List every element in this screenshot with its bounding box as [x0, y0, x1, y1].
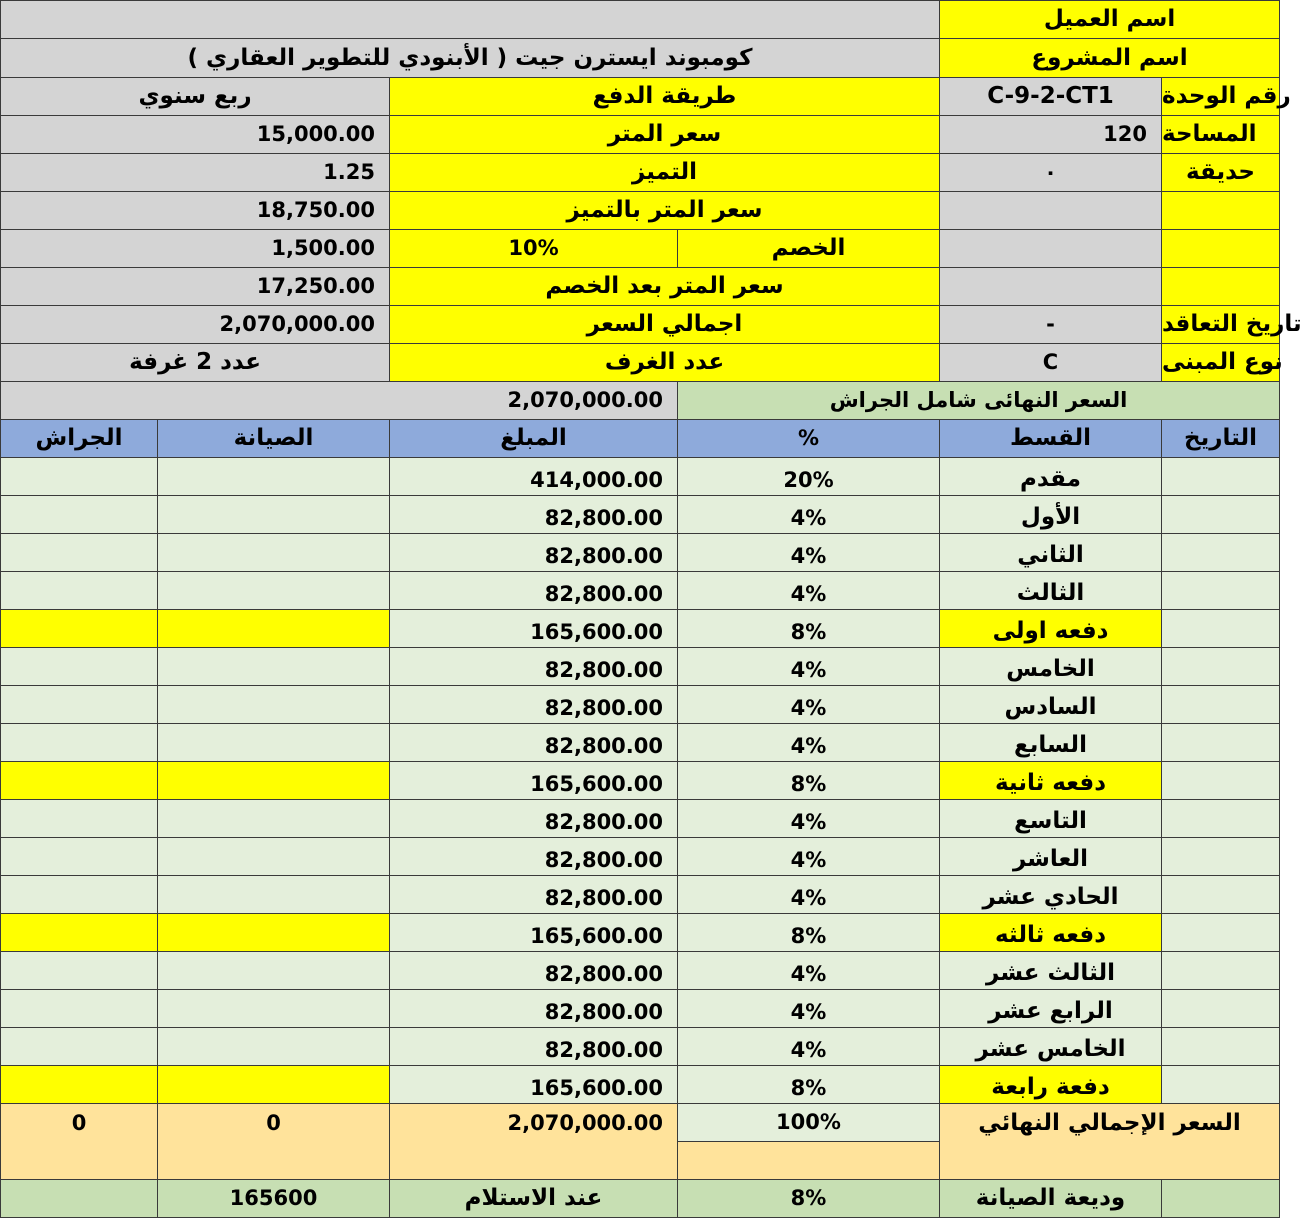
- row-amount: 82,800.00: [390, 724, 678, 762]
- row-amount: 82,800.00: [390, 496, 678, 534]
- deposit-when: عند الاستلام: [390, 1180, 678, 1218]
- empty-cell[interactable]: [940, 268, 1162, 306]
- row-installment-name: السادس: [940, 686, 1162, 724]
- row-amount: 82,800.00: [390, 952, 678, 990]
- client-name-value[interactable]: [0, 0, 940, 39]
- row-installment-name: الأول: [940, 496, 1162, 534]
- row-installment-name: الثالث عشر: [940, 952, 1162, 990]
- row-percent: 4%: [678, 572, 940, 610]
- row-date-cell[interactable]: [1162, 686, 1280, 724]
- row-installment-name: الرابع عشر: [940, 990, 1162, 1028]
- price-with-premium-label: سعر المتر بالتميز: [390, 192, 940, 230]
- row-maintenance-cell[interactable]: [158, 1028, 390, 1066]
- row-garage-cell[interactable]: [0, 572, 158, 610]
- row-date-cell[interactable]: [1162, 952, 1280, 990]
- row-date-cell[interactable]: [1162, 458, 1280, 496]
- row-amount: 165,600.00: [390, 1066, 678, 1104]
- row-percent: 8%: [678, 610, 940, 648]
- row-percent: 4%: [678, 876, 940, 914]
- row-percent: 4%: [678, 496, 940, 534]
- col-header-percent: %: [678, 420, 940, 458]
- row-percent: 20%: [678, 458, 940, 496]
- building-type-label: نوع المبنى: [1162, 344, 1280, 382]
- row-maintenance-cell[interactable]: [158, 686, 390, 724]
- row-amount: 165,600.00: [390, 762, 678, 800]
- empty-cell[interactable]: [1162, 230, 1280, 268]
- row-percent: 4%: [678, 724, 940, 762]
- price-with-premium-value: 18,750.00: [0, 192, 390, 230]
- premium-label: التميز: [390, 154, 940, 192]
- deposit-amount: 165600: [158, 1180, 390, 1218]
- total-amount: [390, 1104, 678, 1180]
- col-header-garage: الجراش: [0, 420, 158, 458]
- rooms-value: عدد 2 غرفة: [0, 344, 390, 382]
- row-percent: 4%: [678, 952, 940, 990]
- row-installment-name: دفعه ثانية: [940, 762, 1162, 800]
- row-maintenance-cell[interactable]: [158, 990, 390, 1028]
- row-date-cell[interactable]: [1162, 762, 1280, 800]
- row-amount: 82,800.00: [390, 686, 678, 724]
- row-installment-name: السابع: [940, 724, 1162, 762]
- row-percent: 4%: [678, 1028, 940, 1066]
- row-amount: 414,000.00: [390, 458, 678, 496]
- payment-method-value: ربع سنوي: [0, 78, 390, 116]
- row-maintenance-cell[interactable]: [158, 914, 390, 952]
- row-maintenance-cell[interactable]: [158, 496, 390, 534]
- row-amount: 82,800.00: [390, 534, 678, 572]
- row-installment-name: دفعه ثالثه: [940, 914, 1162, 952]
- area-label: المساحة: [1162, 116, 1280, 154]
- deposit-percent: 8%: [678, 1180, 940, 1218]
- row-garage-cell[interactable]: [0, 952, 158, 990]
- row-percent: 8%: [678, 914, 940, 952]
- row-date-cell[interactable]: [1162, 610, 1280, 648]
- area-value: 120: [940, 116, 1162, 154]
- row-garage-cell[interactable]: [0, 534, 158, 572]
- col-header-amount: المبلغ: [390, 420, 678, 458]
- total-garage-value: 0: [71, 1110, 87, 1135]
- final-price-label: السعر النهائى شامل الجراش: [678, 382, 1280, 420]
- project-name-value: كومبوند ايسترن جيت ( الأبنودي للتطوير العقاري ): [0, 39, 940, 78]
- row-amount: 165,600.00: [390, 914, 678, 952]
- row-amount: 82,800.00: [390, 800, 678, 838]
- row-installment-name: الخامس عشر: [940, 1028, 1162, 1066]
- row-maintenance-cell[interactable]: [158, 610, 390, 648]
- row-date-cell[interactable]: [1162, 572, 1280, 610]
- total-percent: 100%: [678, 1104, 940, 1142]
- premium-value: 1.25: [0, 154, 390, 192]
- row-installment-name: دفعه اولى: [940, 610, 1162, 648]
- row-date-cell[interactable]: [1162, 838, 1280, 876]
- total-price-value: 2,070,000.00: [0, 306, 390, 344]
- empty-cell[interactable]: [940, 192, 1162, 230]
- col-header-date: التاريخ: [1162, 420, 1280, 458]
- final-price-value: 2,070,000.00: [0, 382, 678, 420]
- row-amount: 82,800.00: [390, 990, 678, 1028]
- empty-cell[interactable]: [1162, 268, 1280, 306]
- row-percent: 4%: [678, 838, 940, 876]
- price-after-discount-value: 17,250.00: [0, 268, 390, 306]
- row-installment-name: الحادي عشر: [940, 876, 1162, 914]
- discount-label: الخصم: [678, 230, 940, 268]
- row-percent: 4%: [678, 534, 940, 572]
- discount-percent: 10%: [390, 230, 678, 268]
- row-maintenance-cell[interactable]: [158, 800, 390, 838]
- building-type-value: C: [940, 344, 1162, 382]
- price-per-meter-label: سعر المتر: [390, 116, 940, 154]
- row-garage-cell[interactable]: [0, 1066, 158, 1104]
- unit-number-value: C-9-2-CT1: [940, 78, 1162, 116]
- total-amount-value: 2,070,000.00: [507, 1110, 663, 1135]
- empty-cell[interactable]: [678, 1142, 940, 1180]
- row-date-cell[interactable]: [1162, 800, 1280, 838]
- col-header-maintenance: الصيانة: [158, 420, 390, 458]
- row-maintenance-cell[interactable]: [158, 762, 390, 800]
- empty-cell[interactable]: [940, 230, 1162, 268]
- project-name-label: اسم المشروع: [940, 39, 1280, 78]
- row-installment-name: الثالث: [940, 572, 1162, 610]
- empty-cell[interactable]: [1162, 1180, 1280, 1218]
- row-garage-cell[interactable]: [0, 496, 158, 534]
- row-maintenance-cell[interactable]: [158, 952, 390, 990]
- total-garage: [0, 1104, 158, 1180]
- row-maintenance-cell[interactable]: [158, 724, 390, 762]
- empty-cell[interactable]: [0, 1180, 158, 1218]
- row-date-cell[interactable]: [1162, 724, 1280, 762]
- row-maintenance-cell[interactable]: [158, 838, 390, 876]
- row-garage-cell[interactable]: [0, 724, 158, 762]
- row-date-cell[interactable]: [1162, 1066, 1280, 1104]
- row-garage-cell[interactable]: [0, 458, 158, 496]
- row-amount: 82,800.00: [390, 1028, 678, 1066]
- row-percent: 8%: [678, 1066, 940, 1104]
- client-name-label: اسم العميل: [940, 0, 1280, 39]
- row-date-cell[interactable]: [1162, 496, 1280, 534]
- row-date-cell[interactable]: [1162, 534, 1280, 572]
- total-label-cell: [940, 1104, 1280, 1180]
- garden-label: حديقة: [1162, 154, 1280, 192]
- row-garage-cell[interactable]: [0, 990, 158, 1028]
- row-amount: 82,800.00: [390, 648, 678, 686]
- row-garage-cell[interactable]: [0, 800, 158, 838]
- row-maintenance-cell[interactable]: [158, 876, 390, 914]
- row-garage-cell[interactable]: [0, 1028, 158, 1066]
- row-garage-cell[interactable]: [0, 914, 158, 952]
- row-installment-name: مقدم: [940, 458, 1162, 496]
- row-date-cell[interactable]: [1162, 876, 1280, 914]
- row-maintenance-cell[interactable]: [158, 1066, 390, 1104]
- rooms-label: عدد الغرف: [390, 344, 940, 382]
- price-per-meter-value: 15,000.00: [0, 116, 390, 154]
- row-garage-cell[interactable]: [0, 648, 158, 686]
- total-label: السعر الإجمالي النهائي: [978, 1109, 1241, 1136]
- row-date-cell[interactable]: [1162, 648, 1280, 686]
- discount-value: 1,500.00: [0, 230, 390, 268]
- total-maintenance: [158, 1104, 390, 1180]
- garden-value: ٠: [940, 154, 1162, 192]
- row-garage-cell[interactable]: [0, 838, 158, 876]
- row-maintenance-cell[interactable]: [158, 572, 390, 610]
- row-percent: 8%: [678, 762, 940, 800]
- row-installment-name: الثاني: [940, 534, 1162, 572]
- row-percent: 4%: [678, 990, 940, 1028]
- total-maintenance-value: 0: [266, 1110, 281, 1135]
- row-percent: 4%: [678, 686, 940, 724]
- total-price-label: اجمالي السعر: [390, 306, 940, 344]
- row-date-cell[interactable]: [1162, 914, 1280, 952]
- row-amount: 165,600.00: [390, 610, 678, 648]
- deposit-label: وديعة الصيانة: [940, 1180, 1162, 1218]
- row-installment-name: دفعة رابعة: [940, 1066, 1162, 1104]
- row-maintenance-cell[interactable]: [158, 648, 390, 686]
- contract-date-value: -: [940, 306, 1162, 344]
- empty-cell[interactable]: [1162, 192, 1280, 230]
- row-maintenance-cell[interactable]: [158, 458, 390, 496]
- unit-number-label: رقم الوحدة: [1162, 78, 1280, 116]
- row-percent: 4%: [678, 648, 940, 686]
- row-garage-cell[interactable]: [0, 686, 158, 724]
- row-maintenance-cell[interactable]: [158, 534, 390, 572]
- row-date-cell[interactable]: [1162, 990, 1280, 1028]
- row-garage-cell[interactable]: [0, 762, 158, 800]
- price-after-discount-label: سعر المتر بعد الخصم: [390, 268, 940, 306]
- row-percent: 4%: [678, 800, 940, 838]
- row-installment-name: العاشر: [940, 838, 1162, 876]
- row-garage-cell[interactable]: [0, 876, 158, 914]
- row-installment-name: الخامس: [940, 648, 1162, 686]
- contract-date-label: تاريخ التعاقد: [1162, 306, 1280, 344]
- row-date-cell[interactable]: [1162, 1028, 1280, 1066]
- row-amount: 82,800.00: [390, 838, 678, 876]
- row-amount: 82,800.00: [390, 876, 678, 914]
- col-header-installment: القسط: [940, 420, 1162, 458]
- row-amount: 82,800.00: [390, 572, 678, 610]
- payment-method-label: طريقة الدفع: [390, 78, 940, 116]
- row-garage-cell[interactable]: [0, 610, 158, 648]
- row-installment-name: التاسع: [940, 800, 1162, 838]
